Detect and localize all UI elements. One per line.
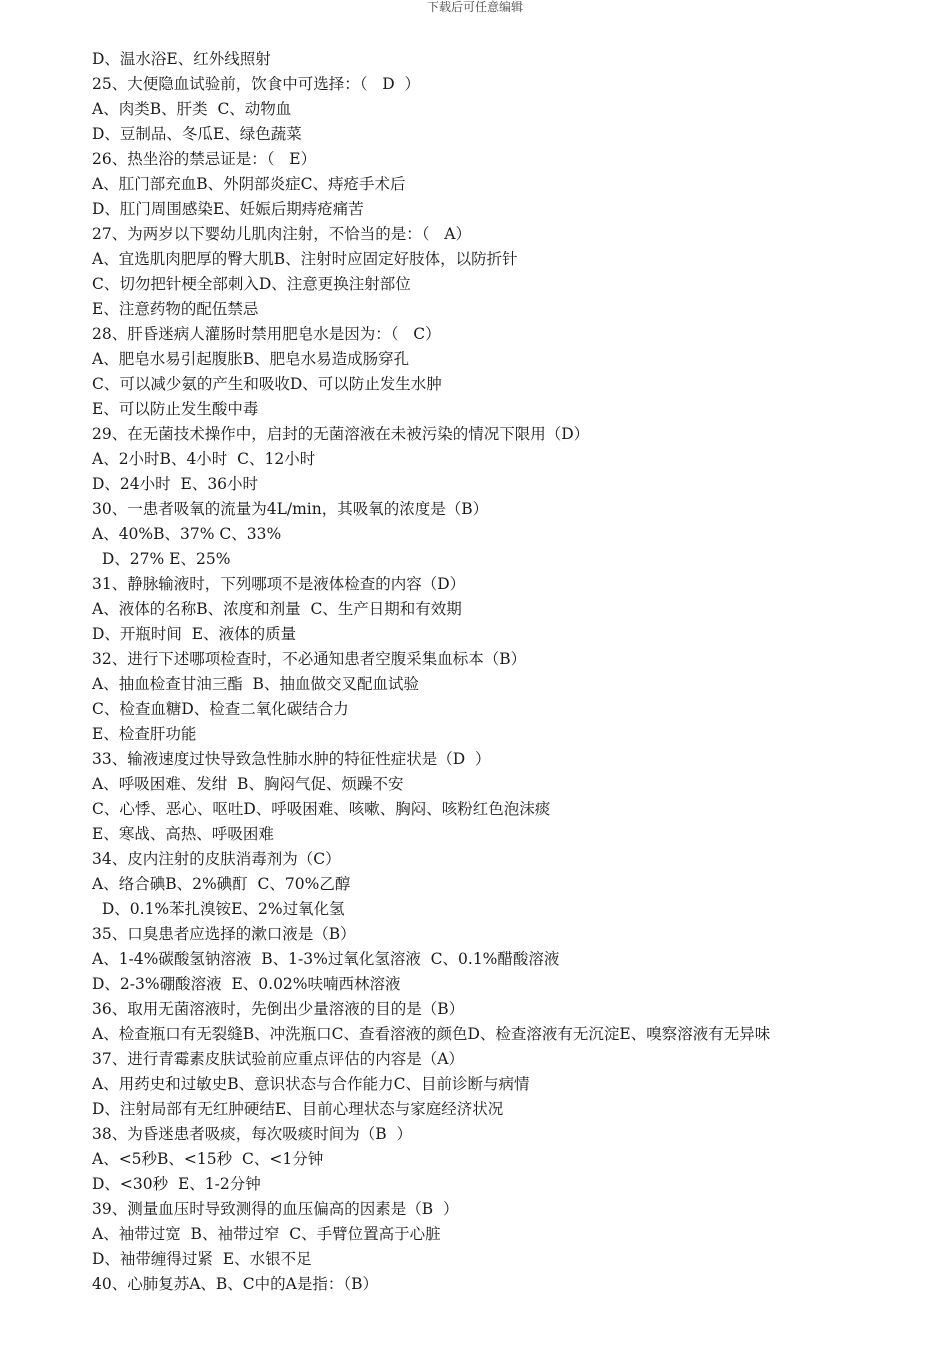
page-header: 下载后可任意编辑 xyxy=(426,0,523,14)
document-line: E、检查肝功能 xyxy=(92,725,197,743)
document-line: C、可以减少氨的产生和吸收D、可以防止发生水肿 xyxy=(92,375,442,393)
document-line: 29、在无菌技术操作中，启封的无菌溶液在未被污染的情况下限用（D） xyxy=(92,425,590,443)
document-line: E、寒战、高热、呼吸困难 xyxy=(92,825,274,843)
document-line: D、<30秒 E、1-2分钟 xyxy=(92,1175,261,1193)
document-line: A、呼吸困难、发绀 B、胸闷气促、烦躁不安 xyxy=(92,775,404,793)
document-line: E、可以防止发生酸中毒 xyxy=(92,400,259,418)
document-line: 25、大便隐血试验前，饮食中可选择：（ D ） xyxy=(92,75,421,93)
document-line: 31、静脉输液时，下列哪项不是液体检查的内容（D） xyxy=(92,575,466,593)
document-line: A、40%B、37% C、33% xyxy=(92,525,282,543)
document-line: D、肛门周围感染E、妊娠后期痔疮痛苦 xyxy=(92,200,364,218)
document-body xyxy=(92,47,932,1297)
document-line: A、检查瓶口有无裂缝B、冲洗瓶口C、查看溶液的颜色D、检查溶液有无沉淀E、嗅察溶液有无异味 xyxy=(92,1025,771,1043)
document-line: 36、取用无菌溶液时，先倒出少量溶液的目的是（B） xyxy=(92,1000,465,1018)
document-line: A、肉类B、肝类 C、动物血 xyxy=(92,100,292,118)
document-line: A、肥皂水易引起腹胀B、肥皂水易造成肠穿孔 xyxy=(92,350,410,368)
document-line: D、27% E、25% xyxy=(92,550,231,568)
document-line: C、心悸、恶心、呕吐D、呼吸困难、咳嗽、胸闷、咳粉红色泡沫痰 xyxy=(92,800,551,818)
document-line: A、袖带过宽 B、袖带过窄 C、手臂位置高于心脏 xyxy=(92,1225,441,1243)
document-line: A、液体的名称B、浓度和剂量 C、生产日期和有效期 xyxy=(92,600,462,618)
document-line: D、温水浴E、红外线照射 xyxy=(92,50,271,68)
document-line: D、豆制品、冬瓜E、绿色蔬菜 xyxy=(92,125,302,143)
document-line: 28、肝昏迷病人灌肠时禁用肥皂水是因为：（ C） xyxy=(92,325,441,343)
document-line: 33、输液速度过快导致急性肺水肿的特征性症状是（D ） xyxy=(92,750,491,768)
document-line: 35、口臭患者应选择的漱口液是（B） xyxy=(92,925,356,943)
document-line: C、检查血糖D、检查二氧化碳结合力 xyxy=(92,700,349,718)
document-line: A、2小时B、4小时 C、12小时 xyxy=(92,450,316,468)
document-line: A、抽血检查甘油三酯 B、抽血做交叉配血试验 xyxy=(92,675,419,693)
document-line: 34、皮内注射的皮肤消毒剂为（C） xyxy=(92,850,341,868)
document-line: A、肛门部充血B、外阴部炎症C、痔疮手术后 xyxy=(92,175,406,193)
document-line: D、开瓶时间 E、液体的质量 xyxy=(92,625,297,643)
document-line: A、<5秒B、<15秒 C、<1分钟 xyxy=(92,1150,324,1168)
document-line: D、24小时 E、36小时 xyxy=(92,475,259,493)
document-line: A、络合碘B、2%碘酊 C、70%乙醇 xyxy=(92,875,351,893)
document-line: E、注意药物的配伍禁忌 xyxy=(92,300,259,318)
document-line: 32、进行下述哪项检查时，不必通知患者空腹采集血标本（B） xyxy=(92,650,527,668)
document-line: D、0.1%苯扎溴铵E、2%过氧化氢 xyxy=(92,900,345,918)
document-line: D、2-3%硼酸溶液 E、0.02%呋喃西林溶液 xyxy=(92,975,401,993)
document-line: 40、心肺复苏A、B、C中的A是指：（B） xyxy=(92,1275,379,1293)
document-line: D、注射局部有无红肿硬结E、目前心理状态与家庭经济状况 xyxy=(92,1100,504,1118)
document-line: 37、进行青霉素皮肤试验前应重点评估的内容是（A） xyxy=(92,1050,464,1068)
document-line: A、用药史和过敏史B、意识状态与合作能力C、目前诊断与病情 xyxy=(92,1075,530,1093)
document-line: 39、测量血压时导致测得的血压偏高的因素是（B ） xyxy=(92,1200,459,1218)
document-line: 30、一患者吸氧的流量为4L/min，其吸氧的浓度是（B） xyxy=(92,500,489,518)
document-line: 27、为两岁以下婴幼儿肌肉注射，不恰当的是：（ A） xyxy=(92,225,471,243)
document-line: C、切勿把针梗全部刺入D、注意更换注射部位 xyxy=(92,275,411,293)
document-line: A、宜选肌肉肥厚的臀大肌B、注射时应固定好肢体，以防折针 xyxy=(92,250,518,268)
document-line: 38、为昏迷患者吸痰，每次吸痰时间为（B ） xyxy=(92,1125,412,1143)
document-line: D、袖带缠得过紧 E、水银不足 xyxy=(92,1250,312,1268)
document-line: 26、热坐浴的禁忌证是：（ E） xyxy=(92,150,317,168)
document-line: A、1-4%碳酸氢钠溶液 B、1-3%过氧化氢溶液 C、0.1%醋酸溶液 xyxy=(92,950,560,968)
